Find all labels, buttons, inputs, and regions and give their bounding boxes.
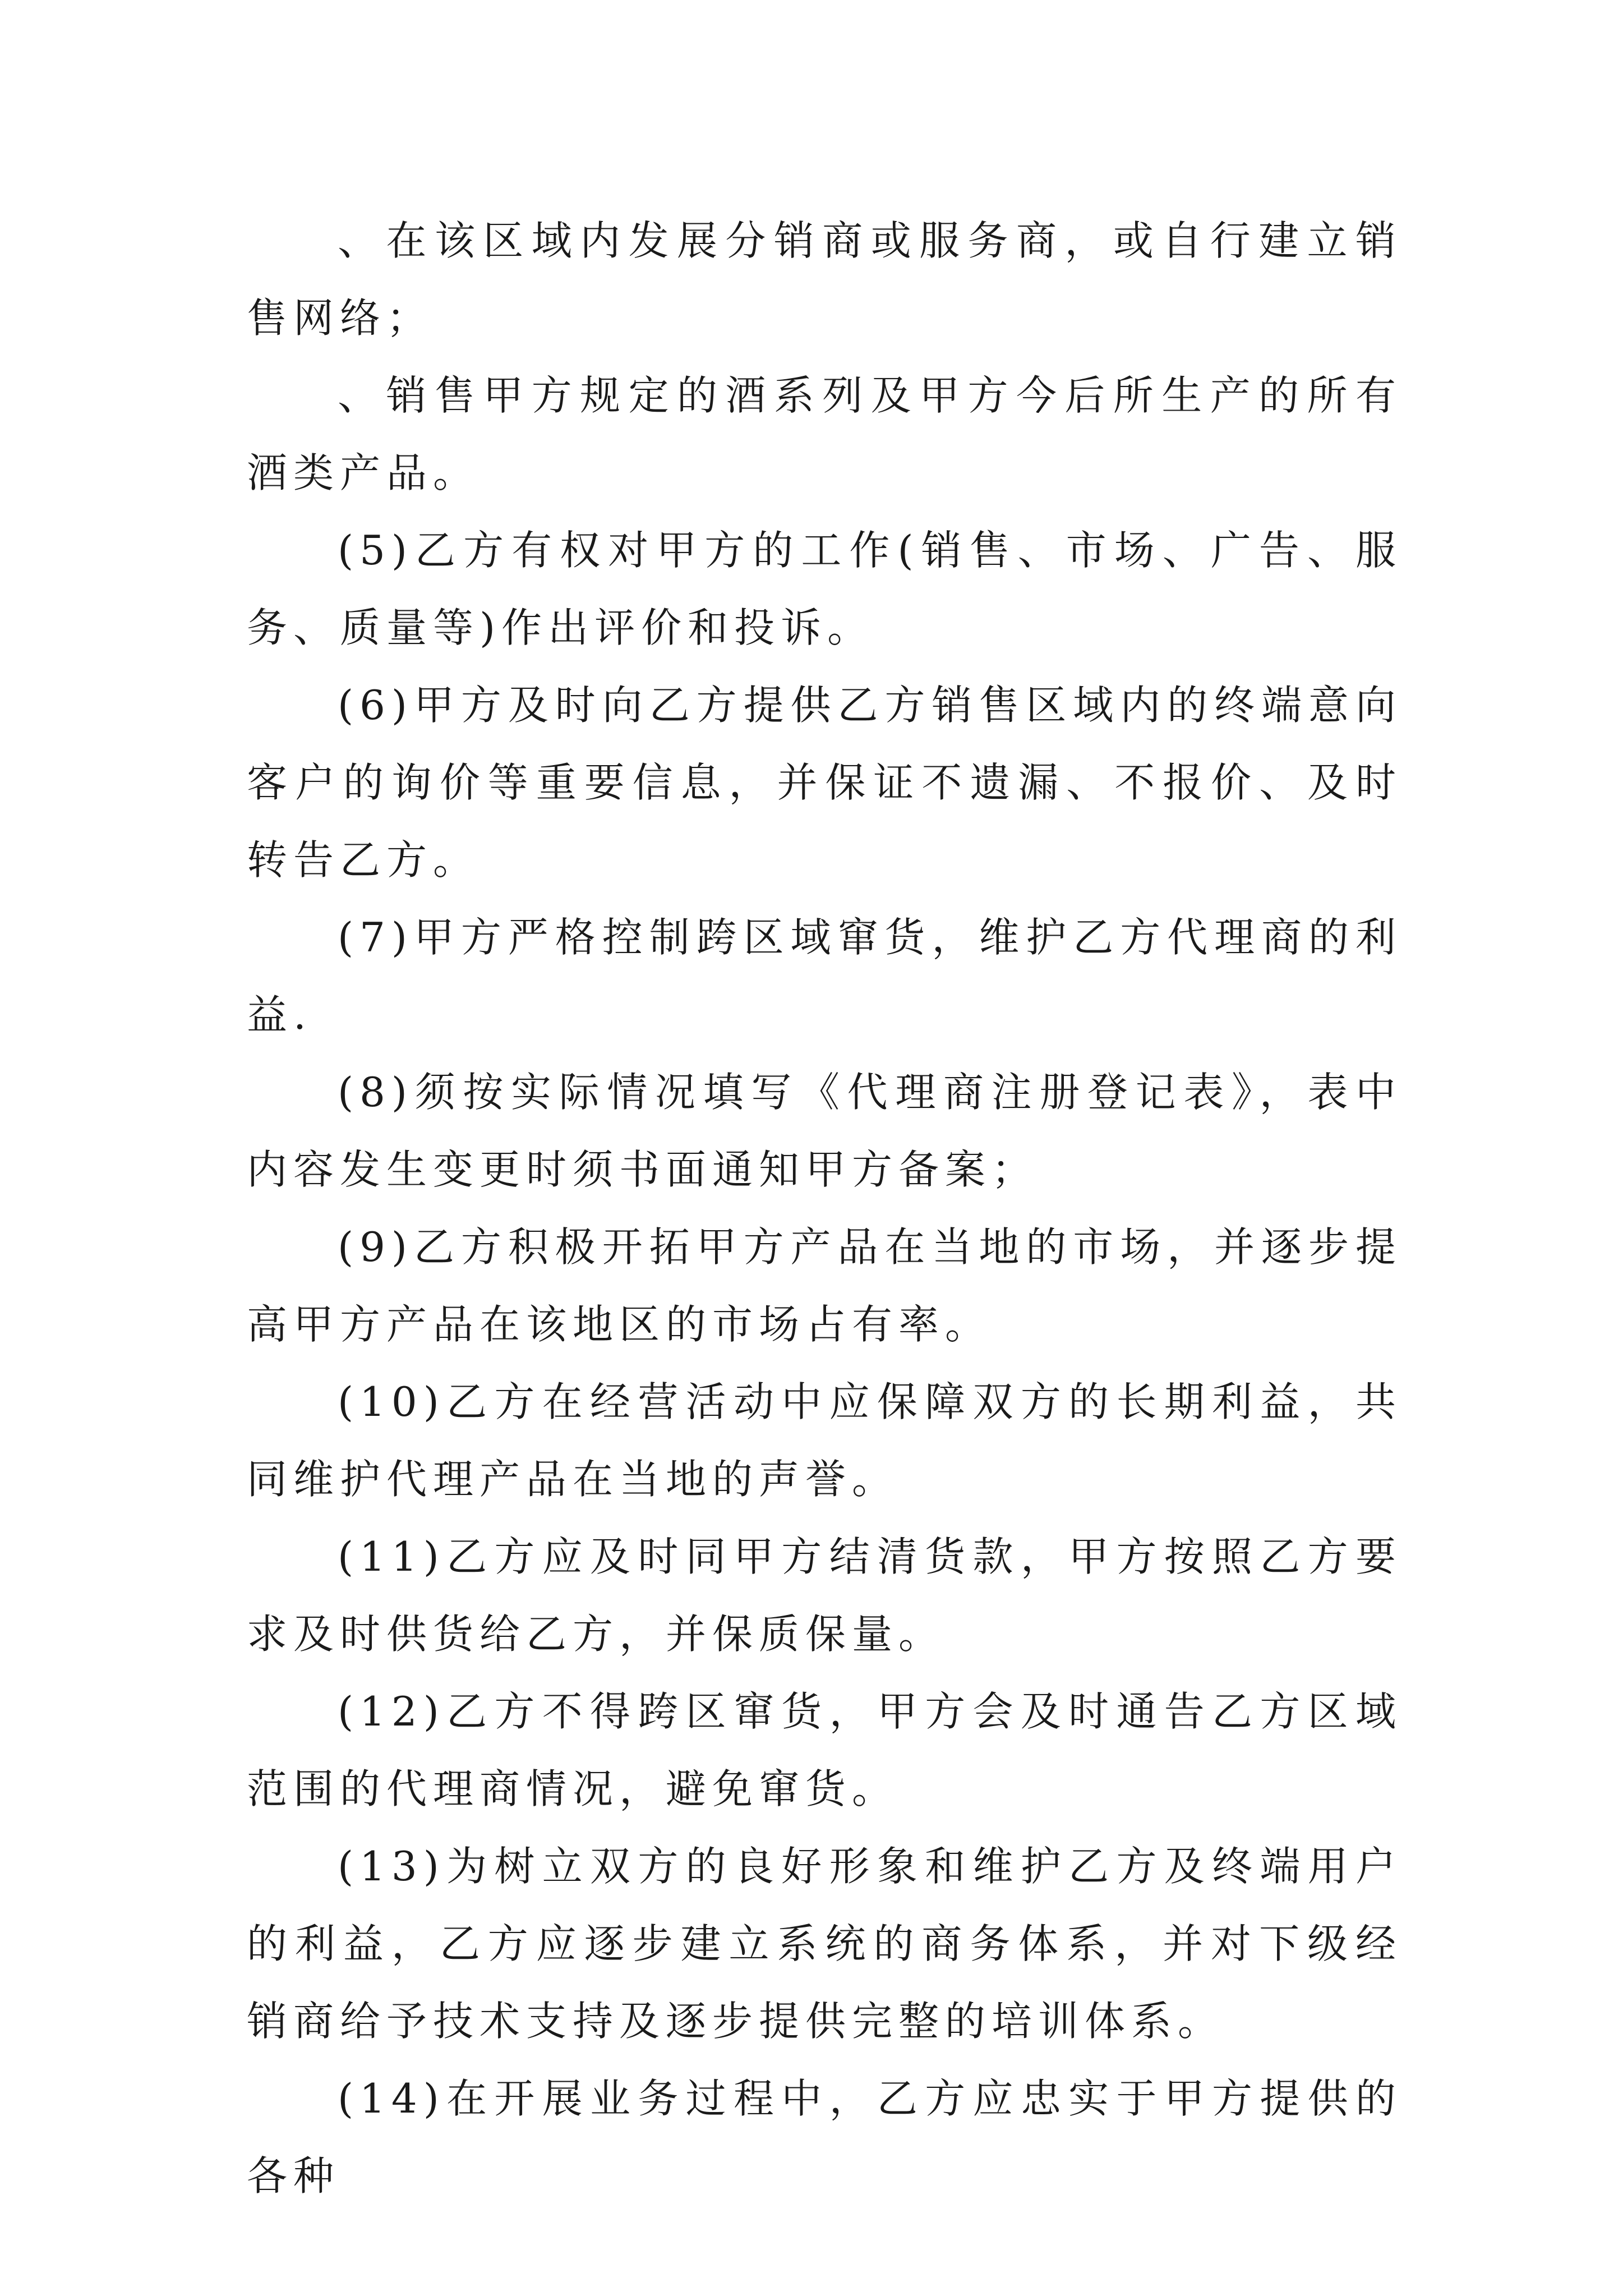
paragraph-6-customer-info: (6)甲方及时向乙方提供乙方销售区域内的终端意向客户的询价等重要信息，并保证不遗漏、不报价、及时转告乙方。 (247, 682, 1402, 884)
paragraph-9-market-share: (9)乙方积极开拓甲方产品在当地的市场，并逐步提高甲方产品在该地区的市场占有率。 (247, 1223, 1402, 1348)
paragraph-distribution-network: 、在该区域内发展分销商或服务商，或自行建立销售网络； (247, 217, 1402, 342)
paragraph-13-business-system: (13)为树立双方的良好形象和维护乙方及终端用户的利益，乙方应逐步建立系统的商务体系，并对下级经销商给予技术支持及逐步提供完整的培训体系。 (247, 1843, 1402, 2045)
paragraph-10-reputation: (10)乙方在经营活动中应保障双方的长期利益，共同维护代理产品在当地的声誉。 (247, 1378, 1402, 1503)
paragraph-8-registration: (8)须按实际情况填写《代理商注册登记表》，表中内容发生变更时须书面通知甲方备案； (247, 1069, 1402, 1193)
paragraph-11-payment: (11)乙方应及时同甲方结清货款，甲方按照乙方要求及时供货给乙方，并保质保量。 (247, 1533, 1402, 1658)
paragraph-14-loyalty: (14)在开展业务过程中，乙方应忠实于甲方提供的各种 (247, 2075, 1402, 2200)
paragraph-12-no-cross-selling: (12)乙方不得跨区窜货，甲方会及时通告乙方区域范围的代理商情况，避免窜货。 (247, 1688, 1402, 1812)
paragraph-product-scope: 、销售甲方规定的酒系列及甲方今后所生产的所有酒类产品。 (247, 372, 1402, 496)
paragraph-7-cross-region: (7)甲方严格控制跨区域窜货，维护乙方代理商的利益. (247, 914, 1402, 1038)
paragraph-5-evaluation: (5)乙方有权对甲方的工作(销售、市场、广告、服务、质量等)作出评价和投诉。 (247, 527, 1402, 651)
document-body (247, 202, 1402, 2215)
